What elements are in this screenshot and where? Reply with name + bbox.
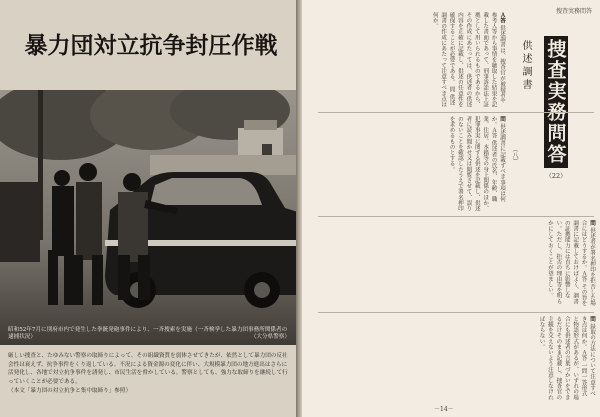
article-subtitle: 供述調書 — [520, 40, 531, 92]
text-band-1 — [320, 12, 506, 108]
series-title: 捜査実務問答 — [544, 39, 567, 165]
reference-note: （本文「暴力団の対立抗争と集中取締り」参照） — [8, 388, 132, 395]
text-band-2 — [320, 116, 506, 212]
column-separator — [318, 216, 594, 217]
text-band-4 — [320, 316, 596, 400]
news-photo — [0, 90, 298, 345]
headline: 暴力団対立抗争封圧作戦 — [24, 31, 278, 59]
column-separator — [318, 112, 594, 113]
page-number: －14－ — [434, 406, 454, 413]
series-title-box — [544, 36, 568, 168]
running-head: 捜査実務問答 — [555, 8, 592, 15]
photo-credit: （大分県警察） — [250, 334, 290, 341]
lead-text — [8, 352, 290, 396]
photo-caption — [8, 327, 290, 342]
band-marker: 問 — [589, 316, 595, 322]
left-page — [0, 0, 298, 417]
band-marker: 問 — [589, 220, 595, 226]
band-text: 供述調書は、捜査官が被疑者や参考人等から事情を聴取した結果を記載した書面であって、刑事訴訟法上証拠として用いられるものであるから、その作成にあたっては、供述者の供述内容を正確に記載し、供述の任意性を確保することが必要である。 問 供述調書の作成にあたって注意すべき点は何か。 — [431, 12, 505, 108]
issue-number: （22） — [545, 172, 567, 180]
band-text: 供述調書に記載すべき事項は何か。Ａ答 供述者の氏名、年齢、職業、住居、本籍等の身上関係のほか、犯罪事実に関する供述を記載し、供述者に読み聞かせ又は閲覧させて、誤りのないことを確認したうえで署名押印を求めるものとする。 — [448, 116, 505, 212]
band-marker: 問 — [499, 116, 505, 122]
band-text: 録取の方法について注意すべき点は何か。Ａ答 一問一答形式と物語形式があるが、いずれの場合にも供述者の言葉づかいをできるだけそのまま記載し、捜査官の主観を交えないよう注意しなければならない。 — [538, 316, 595, 400]
text-band-3 — [320, 220, 596, 308]
caption-text: 昭和52年7月に別府市内で発生した拳銃発砲事件により、一斉捜索を実施（一斉検挙した暴力団事務所関係者の逮捕状況） — [8, 327, 288, 341]
band-marker: Ａ答 — [499, 12, 505, 24]
band-text: 供述者が署名押印を拒否した場合にはどうするか。Ａ答 その旨を調書に記載しておけばよく、調書の証拠能力には直ちに影響しない。ただし、拒否の理由等を明らかにしておくことが望ましい。 — [546, 220, 595, 306]
column-separator — [318, 312, 594, 313]
police-scene-illustration — [0, 90, 298, 345]
lead-paragraph: 厳しい捜査と、たゆみない警察の取締りによって、その組織資質を弱体させてきたが、依然として暴力団の反社会性は衰えず、抗争事件をくり返している。不況による資金源の変化に伴い、大規模暴力団の地方進出はさらに活発化し、各地で対立抗争事件を誘発し、市民生活を脅かしている。警察としても、強力な取締りを継続して行っていくことが必要である。 — [8, 353, 288, 385]
subtitle-number: （八） — [511, 146, 518, 164]
